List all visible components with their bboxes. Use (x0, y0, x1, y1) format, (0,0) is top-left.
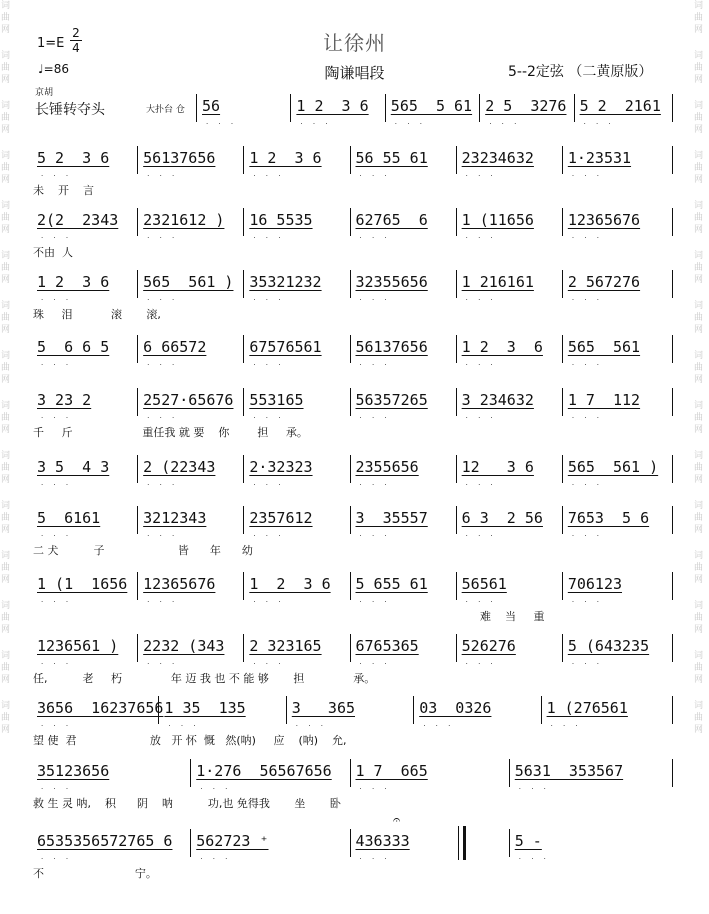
barline (137, 388, 138, 416)
measure: 2 5 3276 (485, 97, 567, 115)
octave-dots: · · · (571, 414, 603, 422)
octave-dots: · · · (359, 296, 391, 304)
measure: 56 55 61 (355, 149, 428, 167)
barline (137, 335, 138, 363)
measure: 12365676 (143, 575, 216, 593)
lyrics-line: 二 犬 子 皆 年 幼 (33, 544, 253, 557)
barline (562, 572, 563, 600)
fermata-icon: 𝄐 (393, 813, 401, 828)
barline (137, 634, 138, 662)
cue-label: 长锤转夺头 (35, 102, 105, 118)
barline (562, 270, 563, 298)
octave-dots: · · · (465, 660, 497, 668)
octave-dots: · · · (168, 722, 200, 730)
octave-dots: · · · (518, 855, 550, 863)
measure: 23234632 (461, 149, 534, 167)
octave-dots: · · · (147, 660, 179, 668)
lyrics-line: 不由 人 (33, 246, 73, 259)
measure: 5 (643235 (567, 637, 650, 655)
octave-dots: · · · (147, 481, 179, 489)
octave-dots: · · · (41, 414, 73, 422)
octave-dots: · · · (253, 172, 285, 180)
barline (350, 634, 351, 662)
lyrics-line: 珠 泪 滚 滚, (33, 308, 161, 321)
barline (243, 208, 244, 236)
score-title: 让徐州 (323, 31, 386, 55)
lyrics-line: 任, 老 朽 年 迈 我 也 不 能 够 担 承。 (33, 672, 376, 685)
measure: 1236561 ) (37, 637, 119, 655)
barline (479, 94, 480, 122)
barline (158, 696, 159, 724)
barline (350, 270, 351, 298)
barline (562, 208, 563, 236)
barline (456, 506, 457, 534)
barline (137, 208, 138, 236)
barline (672, 455, 673, 483)
measure: 1 (11656 (461, 211, 534, 229)
barline (290, 94, 291, 122)
lyrics-line: 不 宁。 (33, 867, 157, 880)
watermark-left: 词曲网 词曲网 词曲网 词曲网 词曲网 词曲网 词曲网 词曲网 词曲网 词曲网 词曲网 词曲网 词曲网 词曲网 词曲网 (1, 1, 11, 735)
barline (456, 208, 457, 236)
octave-dots: · · · (200, 785, 232, 793)
measure: 2321612 ) (143, 211, 225, 229)
barline (456, 270, 457, 298)
measure: 56 (202, 97, 221, 115)
octave-dots: · · · (359, 172, 391, 180)
measure: 1 2 3 6 (249, 149, 322, 167)
barline (456, 388, 457, 416)
measure: 6 66572 (143, 338, 207, 356)
octave-dots: · · · (465, 361, 497, 369)
measure: 6535356572765 6 (37, 832, 173, 850)
octave-dots: · · · (423, 722, 455, 730)
barline (509, 759, 510, 787)
barline (350, 572, 351, 600)
measure: 1 7 665 (355, 762, 428, 780)
measure: 553165 (249, 391, 304, 409)
octave-dots: · · · (465, 296, 497, 304)
octave-dots: · · · (41, 532, 73, 540)
barline (562, 506, 563, 534)
octave-dots: · · · (41, 172, 73, 180)
measure: 562723 ⁺ (196, 832, 269, 850)
barline (574, 94, 575, 122)
measure: 1 2 3 6 (37, 273, 110, 291)
lyrics-line: 未 开 言 (33, 184, 94, 197)
octave-dots: · · · (41, 785, 73, 793)
octave-dots: · · · (571, 234, 603, 242)
octave-dots: · · · (489, 120, 521, 128)
octave-dots: · · · (147, 414, 179, 422)
measure: 3 35557 (355, 509, 428, 527)
measure: 12365676 (567, 211, 641, 229)
barline (243, 455, 244, 483)
measure: 5631 353567 (514, 762, 624, 780)
barline (562, 634, 563, 662)
octave-dots: · · · (359, 660, 391, 668)
measure: 32355656 (355, 273, 428, 291)
barline (672, 208, 673, 236)
barline (456, 572, 457, 600)
measure: 1 (276561 (546, 699, 628, 717)
barline (350, 146, 351, 174)
octave-dots: · · · (359, 414, 391, 422)
barline (350, 506, 351, 534)
measure: 3212343 (143, 509, 207, 527)
measure: 12 3 6 (461, 458, 534, 476)
measure: 2 567276 (567, 273, 641, 291)
measure: 2 323165 (249, 637, 322, 655)
barline (350, 829, 351, 857)
octave-dots: · · · (465, 234, 497, 242)
barline (562, 455, 563, 483)
octave-dots: · · · (571, 296, 603, 304)
barline (190, 759, 191, 787)
octave-dots: · · · (253, 598, 285, 606)
measure: 1 (1 1656 (37, 575, 128, 593)
measure: 1 35 135 (164, 699, 246, 717)
octave-dots: · · · (41, 361, 73, 369)
lyrics-line: 救 生 灵 呐, 积 阴 呐 功,也 免得我 坐 卧 (33, 797, 341, 810)
octave-dots: · · · (583, 120, 615, 128)
octave-dots: · · · (206, 120, 238, 128)
octave-dots: · · · (300, 120, 332, 128)
measure: 5 - (514, 832, 542, 850)
measure: 3656 16237656 (37, 699, 164, 717)
octave-dots: · · · (147, 361, 179, 369)
barline (672, 146, 673, 174)
barline (350, 388, 351, 416)
barline (672, 270, 673, 298)
measure: 35321232 (249, 273, 322, 291)
tuning-note: 5--2定弦 （二黄原版） (508, 64, 653, 80)
octave-dots: · · · (465, 172, 497, 180)
measure: 2(2 2343 (37, 211, 119, 229)
barline (672, 335, 673, 363)
measure: 56137656 (355, 338, 428, 356)
measure: 62765 6 (355, 211, 428, 229)
octave-dots: · · · (253, 532, 285, 540)
measure: 3 23 2 (37, 391, 92, 409)
measure: 1 216161 (461, 273, 534, 291)
measure: 56561 (461, 575, 507, 593)
octave-dots: · · · (359, 532, 391, 540)
barline (137, 146, 138, 174)
measure: 3 234632 (461, 391, 534, 409)
time-signature (70, 26, 82, 55)
octave-dots: · · · (359, 361, 391, 369)
octave-dots: · · · (147, 234, 179, 242)
octave-dots: · · · (253, 234, 285, 242)
barline (350, 335, 351, 363)
score-subtitle: 陶谦唱段 (324, 64, 385, 82)
barline (137, 506, 138, 534)
measure: 706123 (567, 575, 623, 593)
measure: 1·23531 (567, 149, 632, 167)
measure: 526276 (461, 637, 516, 655)
measure: 1 2 3 6 (296, 97, 369, 115)
measure: 2 (22343 (143, 458, 216, 476)
octave-dots: · · · (253, 296, 285, 304)
barline (190, 829, 191, 857)
octave-dots: · · · (359, 234, 391, 242)
measure: 1 7 112 (567, 391, 641, 409)
measure: 2232 (343 (143, 637, 225, 655)
barline (456, 634, 457, 662)
watermark-right: 词曲网 词曲网 词曲网 词曲网 词曲网 词曲网 词曲网 词曲网 词曲网 词曲网 词曲网 词曲网 词曲网 词曲网 词曲网 (694, 1, 704, 735)
octave-dots: · · · (41, 234, 73, 242)
measure: 2·32323 (249, 458, 313, 476)
barline (672, 696, 673, 724)
measure: 2355656 (355, 458, 419, 476)
octave-dots: · · · (571, 532, 603, 540)
instrument-label: 京胡 (35, 88, 54, 98)
barline (196, 94, 197, 122)
barline (243, 270, 244, 298)
barline (385, 94, 386, 122)
octave-dots: · · · (571, 172, 603, 180)
lyrics-line: 难 当 重 (480, 610, 545, 623)
measure: 3 5 4 3 (37, 458, 110, 476)
octave-dots: · · · (200, 855, 232, 863)
lyrics-line: 望 使 君 放 开 怀 慨 然(呐) 应 (呐) 允, (33, 734, 347, 747)
measure: 35123656 (37, 762, 110, 780)
octave-dots: · · · (253, 481, 285, 489)
barline (672, 759, 673, 787)
measure: 2527·65676 (143, 391, 234, 409)
barline (350, 455, 351, 483)
barline (413, 696, 414, 724)
measure: 565 5 61 (390, 97, 473, 115)
final-barline-thin (458, 826, 459, 860)
barline (456, 455, 457, 483)
barline (137, 572, 138, 600)
barline (672, 634, 673, 662)
barline (137, 455, 138, 483)
measure: 03 0326 (419, 699, 492, 717)
barline (672, 506, 673, 534)
barline (243, 506, 244, 534)
time-bottom: 4 (72, 41, 80, 55)
measure: 67576561 (249, 338, 322, 356)
barline (137, 270, 138, 298)
octave-dots: · · · (253, 660, 285, 668)
octave-dots: · · · (295, 722, 327, 730)
octave-dots: · · · (41, 660, 73, 668)
barline (350, 208, 351, 236)
barline (286, 696, 287, 724)
barline (243, 388, 244, 416)
octave-dots: · · · (359, 598, 391, 606)
measure: 565 561 ) (143, 273, 234, 291)
octave-dots: · · · (465, 481, 497, 489)
octave-dots: · · · (550, 722, 582, 730)
octave-dots: · · · (571, 660, 603, 668)
measure: 436333 (355, 832, 410, 850)
barline (672, 572, 673, 600)
barline (562, 146, 563, 174)
measure: 5 2 3 6 (37, 149, 110, 167)
octave-dots: · · · (41, 296, 73, 304)
octave-dots: · · · (147, 598, 179, 606)
barline (672, 94, 673, 122)
measure: 56137656 (143, 149, 216, 167)
barline (562, 388, 563, 416)
octave-dots: · · · (465, 532, 497, 540)
octave-dots: · · · (253, 414, 285, 422)
measure: 5 6 6 5 (37, 338, 110, 356)
barline (243, 335, 244, 363)
octave-dots: · · · (394, 120, 426, 128)
barline (562, 335, 563, 363)
octave-dots: · · · (465, 414, 497, 422)
measure: 7653 5 6 (567, 509, 650, 527)
octave-dots: · · · (571, 481, 603, 489)
octave-dots: · · · (41, 598, 73, 606)
octave-dots: · · · (359, 855, 391, 863)
measure: 5 655 61 (355, 575, 428, 593)
measure: 56357265 (355, 391, 428, 409)
key-signature: 1=E (37, 36, 65, 51)
measure: 565 561 (567, 338, 641, 356)
octave-dots: · · · (253, 361, 285, 369)
tempo-marking: ♩=86 (38, 62, 69, 76)
measure: 1 2 3 6 (249, 575, 331, 593)
octave-dots: · · · (147, 296, 179, 304)
barline (243, 146, 244, 174)
measure: 1 2 3 6 (461, 338, 543, 356)
octave-dots: · · · (465, 598, 497, 606)
measure: 5 2 2161 (579, 97, 661, 115)
measure: 5 6161 (37, 509, 101, 527)
barline (456, 335, 457, 363)
final-barline-thick (463, 826, 466, 860)
percussion-label: 大扑台 仓 (146, 105, 185, 115)
barline (243, 634, 244, 662)
measure: 1·276 56567656 (196, 762, 332, 780)
barline (243, 572, 244, 600)
octave-dots: · · · (571, 361, 603, 369)
octave-dots: · · · (359, 481, 391, 489)
lyrics-line: 千 斤 重任我 就 要 你 担 承。 (33, 426, 308, 439)
octave-dots: · · · (147, 172, 179, 180)
barline (509, 829, 510, 857)
barline (672, 388, 673, 416)
time-top: 2 (72, 26, 80, 40)
measure: 6 3 2 56 (461, 509, 543, 527)
octave-dots: · · · (147, 532, 179, 540)
octave-dots: · · · (41, 855, 73, 863)
barline (456, 146, 457, 174)
octave-dots: · · · (359, 785, 391, 793)
barline (541, 696, 542, 724)
measure: 3 365 (291, 699, 356, 717)
octave-dots: · · · (518, 785, 550, 793)
octave-dots: · · · (41, 481, 73, 489)
measure: 565 561 ) (567, 458, 659, 476)
measure: 2357612 (249, 509, 313, 527)
octave-dots: · · · (41, 722, 73, 730)
measure: 16 5535 (249, 211, 313, 229)
octave-dots: · · · (571, 598, 603, 606)
measure: 6765365 (355, 637, 419, 655)
barline (350, 759, 351, 787)
